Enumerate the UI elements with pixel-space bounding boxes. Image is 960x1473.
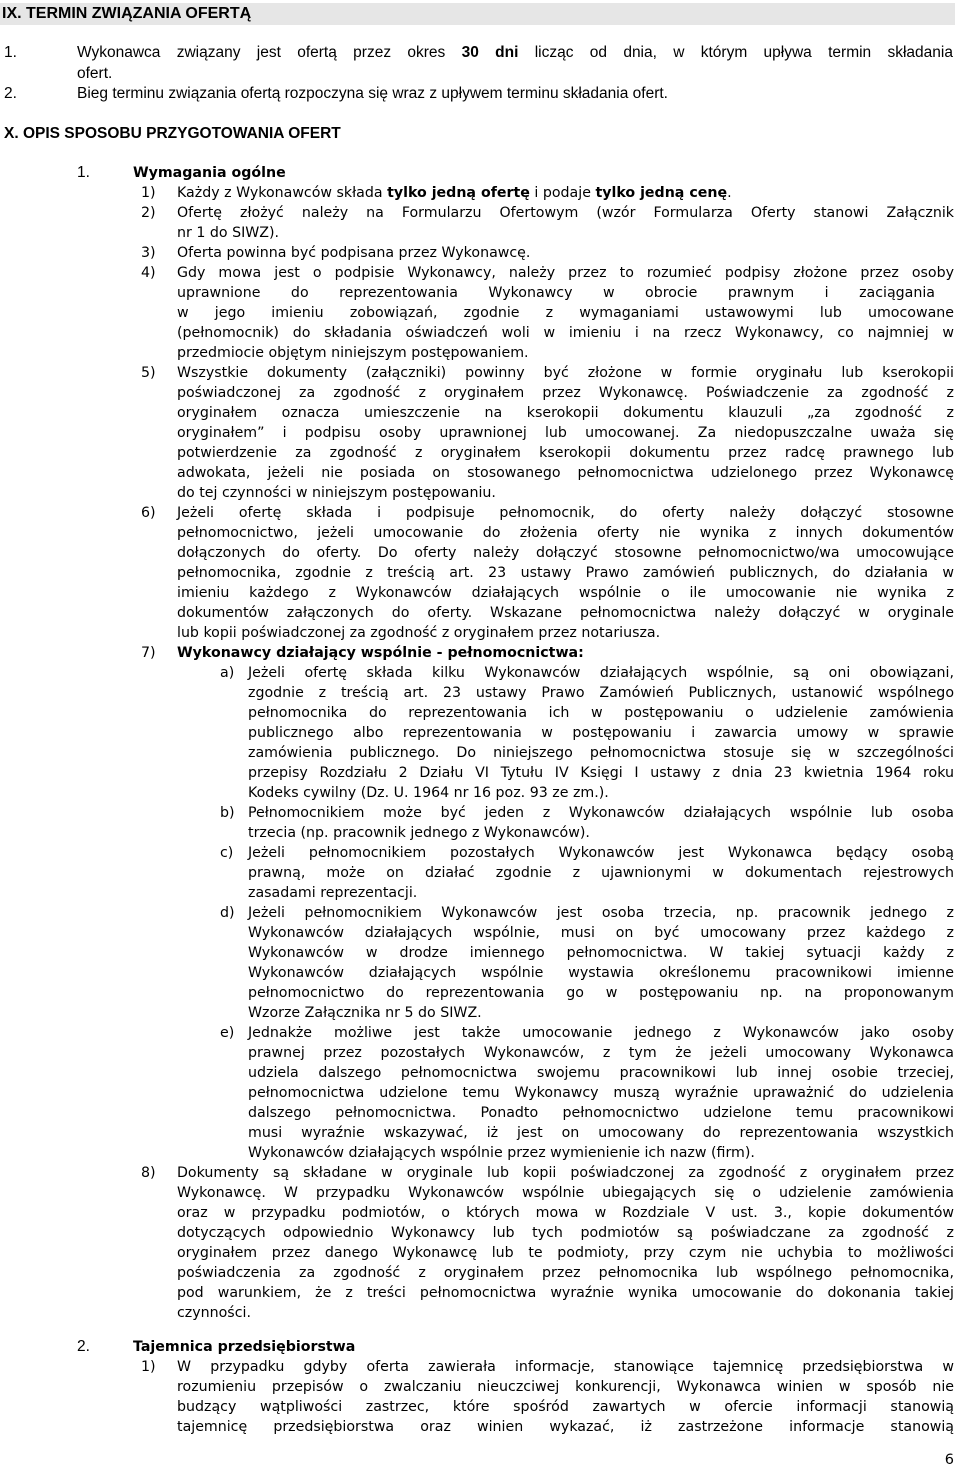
p7a-line: Kodeks cywilny (Dz. U. 1964 nr 16 poz. 93 ze zm.). <box>248 785 609 801</box>
p6-line: pełnomocnika, zgodnie z treścią art. 23 ustawy Prawo zamówień publicznych, do działania w <box>177 565 954 581</box>
p8-line: pod warunkiem, że z treści pełnomocnictwa wyraźnie wynika umocowanie do dokonania takiej <box>177 1285 954 1301</box>
p4-number: 4) <box>141 265 156 281</box>
p4-line: w jego imieniu zobowiązań, zgodnie z wymaganiami ustawowymi lub umocowane <box>177 305 954 321</box>
ix-item-1-line-2: ofert. <box>77 65 113 82</box>
p2-line-1: Ofertę złożyć należy na Formularzu Ofertowym (wzór Formularza Oferty stanowi Załącznik <box>177 205 954 221</box>
p1-text: Każdy z Wykonawców składa tylko jedną ofertę i podaje tylko jedną cenę. <box>177 185 732 201</box>
p7a-line: przepisy Rozdziału 2 Działu VI Tytułu IV Księgi I ustawy z dnia 23 kwietnia 1964 roku <box>248 765 954 781</box>
p2-line-2: nr 1 do SIWZ). <box>177 225 280 241</box>
section-x-heading: X. OPIS SPOSOBU PRZYGOTOWANIA OFERT <box>4 125 341 142</box>
p7e-line: udziela dalszego pełnomocnictwa swojemu pracownikowi lub innej osobie trzeciej, <box>248 1065 954 1081</box>
p5-line: potwierdzenie za zgodność z oryginałem kserokopii dokumentu przez radcę prawnego lub <box>177 445 954 461</box>
p6-line: imieniu każdego z Wykonawców działających wspólnie o ile umocowanie nie wynika z <box>177 585 954 601</box>
p7d-line: Wykonawców działających wspólnie wystawia określonemu pracownikowi imienne <box>248 965 954 981</box>
p5-line: do tej czynności w niniejszym postępowaniu. <box>177 485 496 501</box>
p7d-letter: d) <box>220 905 235 921</box>
p1-number: 1) <box>141 185 156 201</box>
p7e-line: musi wyraźnie wskazywać, iż jest on umocowany do reprezentowania wszystkich <box>248 1125 954 1141</box>
p7a-line: zamówienia publicznego. Do niniejszego pełnomocnictwa stosuje się w szczególności <box>248 745 954 761</box>
p8-line: dotyczących odpowiednio Wykonawcy lub tych podmiotów są poświadczane za zgodność z <box>177 1225 954 1241</box>
ix-item-2-text: Bieg terminu związania ofertą rozpoczyna się wraz z upływem terminu składania ofert. <box>77 85 668 102</box>
p7c-letter: c) <box>220 845 234 861</box>
sub2-p1-number: 1) <box>141 1359 156 1375</box>
p6-line: dokumentów załączonych do oferty. Wskazane pełnomocnictwa należy dołączyć w oryginale <box>177 605 954 621</box>
p7e-line: dalszego pełnomocnictwa. Ponadto pełnomocnictwo udzielone temu pracownikowi <box>248 1105 954 1121</box>
sub2-p1-line: W przypadku gdyby oferta zawierała informacje, stanowiące tajemnicę przedsiębiorstwa w <box>177 1359 954 1375</box>
p4-line: uprawnione do reprezentowania Wykonawcy w obrocie prawnym i zaciągania <box>177 285 935 301</box>
p5-line: poświadczonej za zgodność z oryginałem przez Wykonawcę. Poświadczenie za zgodność z <box>177 385 954 401</box>
p7-number: 7) <box>141 645 156 661</box>
sub2-p1-line: budzący wątpliwości zastrzec, które spośród zawartych w ofercie informacji stanowią <box>177 1399 954 1415</box>
p7c-line: Jeżeli pełnomocnikiem pozostałych Wykonawców jest Wykonawca będący osobą <box>248 845 954 861</box>
p7a-letter: a) <box>220 665 235 681</box>
p4-line: Gdy mowa jest o podpisie Wykonawcy, należy przez to rozumieć podpisy złożone przez osoby <box>177 265 954 281</box>
p7a-line: pełnomocnika do reprezentowania ich w postępowaniu o udzielenie zamówienia <box>248 705 954 721</box>
p7d-line: pełnomocnictwo do reprezentowania go w postępowaniu np. na proponowanym <box>248 985 954 1001</box>
p7c-line: prawną, może on działać zgodnie z ujawnionymi w dokumentach rejestrowych <box>248 865 954 881</box>
p5-line: oryginałem oznacza umieszczenie na kserokopii dokumentu klauzuli „za zgodność z <box>177 405 954 421</box>
p7c-line: zasadami reprezentacji. <box>248 885 418 901</box>
ix-item-2-number: 2. <box>4 85 17 102</box>
p7d-line: Jeżeli pełnomocnikiem Wykonawców jest osoba trzecia, np. pracownik jednego z <box>248 905 954 921</box>
p7e-letter: e) <box>220 1025 235 1041</box>
p8-line: Dokumenty są składane w oryginale lub kopii poświadczonej za zgodność z oryginałem przez <box>177 1165 954 1181</box>
p6-line: pełnomocnictwo, jeżeli umocowanie do złożenia oferty nie wynika z innych dokumentów <box>177 525 954 541</box>
sub2-p1-line: tajemnicę przedsiębiorstwa oraz winien wykazać, iż zastrzeżone informacje stanowią <box>177 1419 954 1435</box>
p6-line: lub kopii poświadczonej za zgodność z oryginałem przez notariusza. <box>177 625 661 641</box>
p7b-line: trzecia (np. pracownik jednego z Wykonawców). <box>248 825 590 841</box>
sub1-number: 1. <box>77 164 90 181</box>
p7a-line: zgodnie z treścią art. 23 ustawy Prawo Zamówień Publicznych, ustanowić wspólnego <box>248 685 954 701</box>
p8-line: Wykonawcę. W przypadku Wykonawców wspólnie ubiegających się o udzielenie zamówienia <box>177 1185 954 1201</box>
p7b-letter: b) <box>220 805 235 821</box>
sub1-title: Wymagania ogólne <box>133 165 286 181</box>
p6-line: Jeżeli ofertę składa i podpisuje pełnomocnik, do oferty należy dołączyć stosowne <box>177 505 954 521</box>
p8-line: oryginałem przez danego Wykonawcę lub te podmioty, przy czym nie uchybia to możliwości <box>177 1245 954 1261</box>
p7a-line: publicznego albo reprezentowania w postępowaniu i zawarcia umowy w sprawie <box>248 725 954 741</box>
p8-line: poświadczenia za zgodność z oryginałem przez pełnomocnika lub wspólnego pełnomocnika, <box>177 1265 954 1281</box>
p7e-line: Wykonawców działających wspólnie przez wymienienie ich nazw (firm). <box>248 1145 755 1161</box>
ix-item-1-number: 1. <box>4 44 17 61</box>
p8-line: oraz w przypadku podmiotów, o których mowa w Rozdziale V ust. 3., kopie dokumentów <box>177 1205 954 1221</box>
p5-number: 5) <box>141 365 156 381</box>
p7-title: Wykonawcy działający wspólnie - pełnomocnictwa: <box>177 645 584 661</box>
p8-line: czynności. <box>177 1305 251 1321</box>
p7d-line: Wzorze Załącznika nr 5 do SIWZ. <box>248 1005 482 1021</box>
sub2-number: 2. <box>77 1338 90 1355</box>
p4-line: przedmiocie objętym niniejszym postępowaniem. <box>177 345 529 361</box>
p3-text: Oferta powinna być podpisana przez Wykonawcę. <box>177 245 531 261</box>
p2-number: 2) <box>141 205 156 221</box>
p7e-line: Jednakże możliwe jest także umocowanie jednego z Wykonawców jako osoby <box>248 1025 954 1041</box>
p4-line: (pełnomocnik) do składania oświadczeń woli w imieniu i na rzecz Wykonawcy, co najmniej w <box>177 325 954 341</box>
p6-number: 6) <box>141 505 156 521</box>
p7b-line: Pełnomocnikiem może być jeden z Wykonawców działających wspólnie lub osoba <box>248 805 954 821</box>
ix-item-1-line-1: Wykonawca związany jest ofertą przez okres 30 dni licząc od dnia, w którym upływa termin składania <box>77 44 953 61</box>
sub2-p1-line: rozumieniu przepisów o zwalczaniu nieuczciwej konkurencji, Wykonawca winien w sposób nie <box>177 1379 954 1395</box>
p8-number: 8) <box>141 1165 156 1181</box>
p5-line: oryginałem” i podpisu osoby uprawnionej lub umocowanej. Za niedopuszczalne uważa się <box>177 425 954 441</box>
p7e-line: prawnej przez pozostałych Wykonawców, z tym że jeżeli umocowany Wykonawca <box>248 1045 954 1061</box>
page-number: 6 <box>944 1452 954 1468</box>
p7a-line: Jeżeli ofertę składa kilku Wykonawców działających wspólnie, są oni obowiązani, <box>248 665 954 681</box>
sub2-title: Tajemnica przedsiębiorstwa <box>133 1339 356 1355</box>
p6-line: dołączonych do oferty. Do oferty należy dołączyć stosowne pełnomocnictwo/wa umocowujące <box>177 545 954 561</box>
p7e-line: pełnomocnictwa udzielone temu Wykonawcy muszą wyraźnie upraważnić do udzielenia <box>248 1085 954 1101</box>
p3-number: 3) <box>141 245 156 261</box>
p5-line: Wszystkie dokumenty (załączniki) powinny być złożone w formie oryginału lub kserokopii <box>177 365 954 381</box>
p7d-line: Wykonawców działających wspólnie, musi on być umocowany przez każdego z <box>248 925 954 941</box>
section-ix-heading: IX. TERMIN ZWIĄZANIA OFERTĄ <box>0 3 955 25</box>
p5-line: adwokata, jeżeli nie posiada on stosowanego pełnomocnictwa udzielonego przez Wykonawcę <box>177 465 954 481</box>
p7d-line: Wykonawców w drodze imiennego pełnomocnictwa. W takiej sytuacji każdy z <box>248 945 954 961</box>
